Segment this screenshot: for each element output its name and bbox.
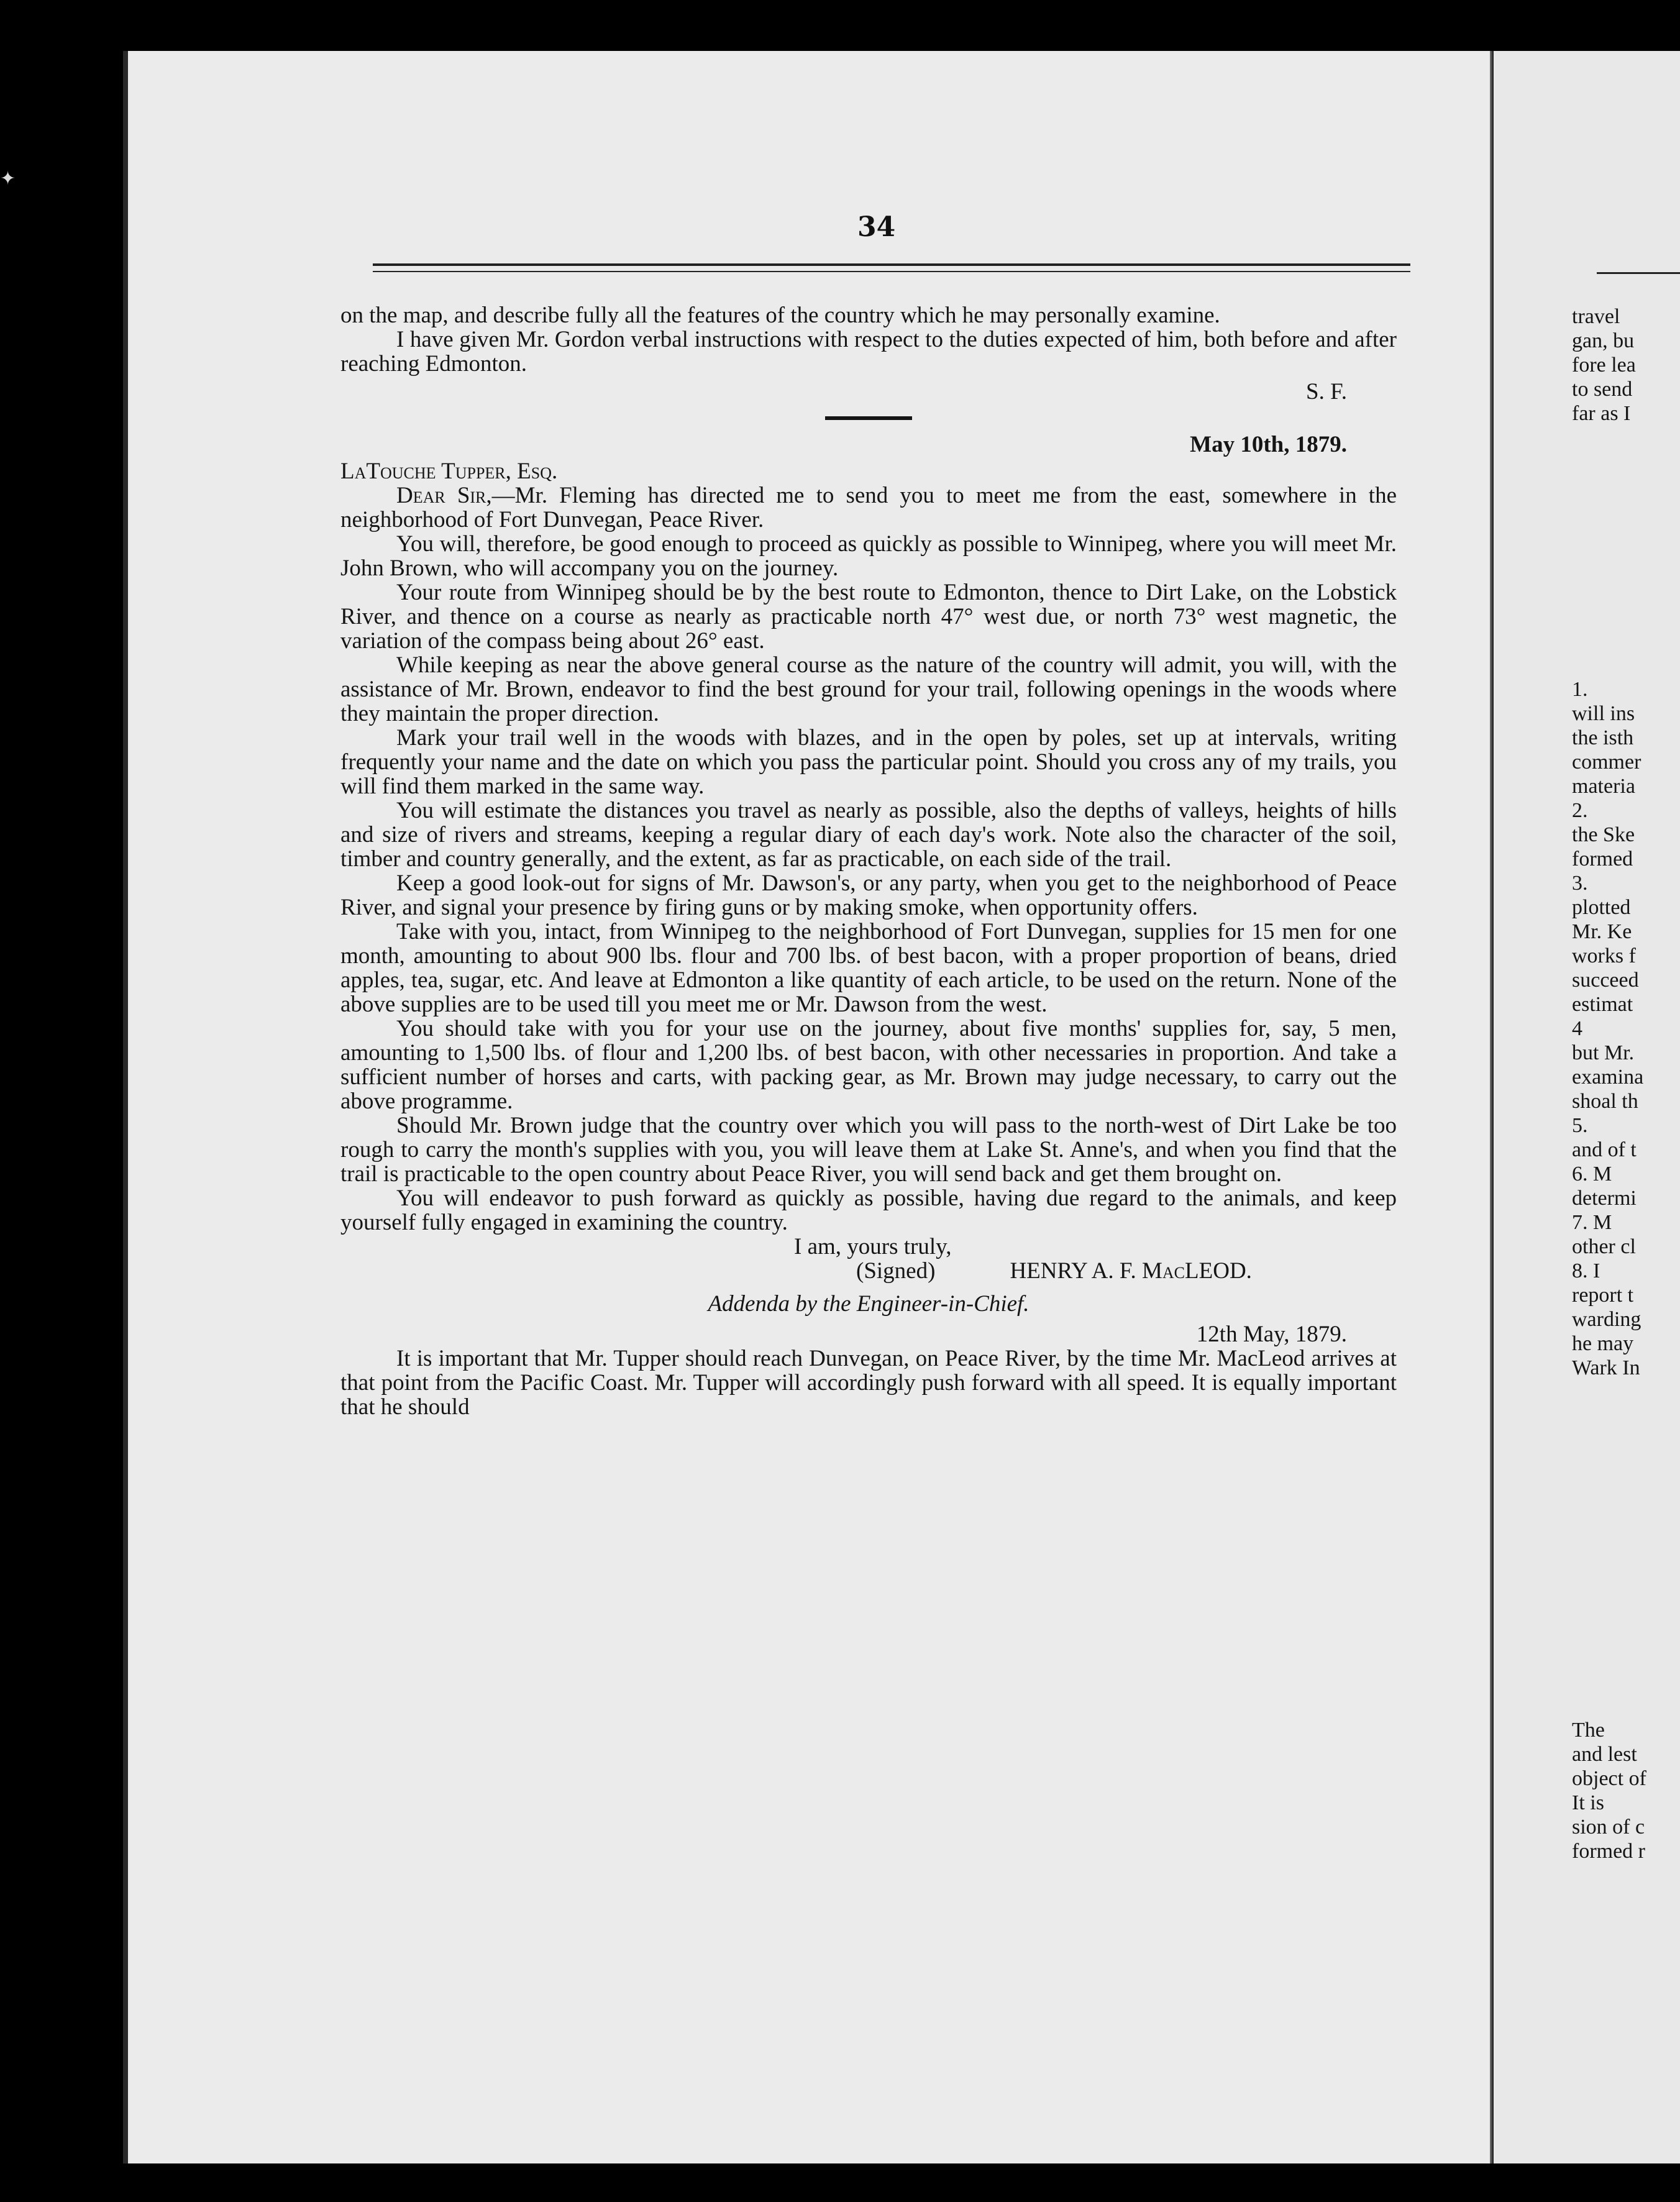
- letter-paragraph-2: You will, therefore, be good enough to proceed as quickly as possible to Winnipeg, where you will meet Mr. John Brown, who will accompany you on the journey.: [340, 531, 1397, 581]
- right-page-line: commer: [1572, 751, 1641, 774]
- letter-paragraph-11: You will endeavor to push forward as quickly as possible, having due regard to the animals, and keep yourself fully engaged in examining the country.: [340, 1186, 1397, 1235]
- letter-body: [340, 303, 1397, 1419]
- right-page-line: and of t: [1572, 1138, 1637, 1161]
- section-separator: [825, 416, 912, 420]
- right-page-top-fragments: [1572, 304, 1680, 426]
- right-page-line: he may: [1572, 1332, 1634, 1355]
- addenda-paragraph: It is important that Mr. Tupper should reach Dunvegan, on Peace River, by the time Mr. MacLeod arrives at that point from the Pacific Coast. Mr. Tupper will accordingly push forward with all speed. It is equally important that he should: [340, 1346, 1397, 1420]
- letter-date: May 10th, 1879.: [1190, 432, 1347, 457]
- letter-paragraph-1-text: —Mr. Fleming has directed me to send you to meet me from the east, somewhere in the neighborhood of Fort Dunvegan, Peace River.: [340, 483, 1397, 532]
- right-page-bottom-fragments: [1572, 1718, 1680, 1863]
- right-page-line: formed r: [1572, 1840, 1646, 1863]
- signed-label: (Signed): [856, 1258, 936, 1284]
- right-page-line: and lest: [1572, 1743, 1637, 1766]
- letter-paragraph-9: You should take with you for your use on the journey, about five months' supplies for, say, 5 men, amounting to 1,500 lbs. of flour and 1,200 lbs. of best bacon, with other necessaries in proportion. And take a sufficient number of horses and carts, with packing gear, as Mr. Brown may judge necessary, to carry out the above programme.: [340, 1016, 1397, 1114]
- right-page-line: 4: [1572, 1017, 1582, 1040]
- right-page-line: plotted: [1572, 896, 1631, 919]
- letter-paragraph-8: Take with you, intact, from Winnipeg to the neighborhood of Fort Dunvegan, supplies for 15 men for one month, amounting to about 900 lbs. flour and 700 lbs. of best bacon, with a proper proportion of beans, dried apples, tea, sugar, etc. And leave at Edmonton a like quantity of each article, to be used on the return. None of the above supplies are to be used till you meet me or Mr. Dawson from the west.: [340, 919, 1397, 1017]
- header-rule: [373, 263, 1410, 266]
- right-page-line: will ins: [1572, 702, 1635, 725]
- right-page-line: object of: [1572, 1767, 1646, 1790]
- right-page-line: gan, bu: [1572, 329, 1635, 352]
- right-page-line: examina: [1572, 1066, 1644, 1089]
- right-page-line: 3.: [1572, 872, 1588, 895]
- letter-paragraph-3: Your route from Winnipeg should be by the best route to Edmonton, thence to Dirt Lake, on the Lobstick River, and thence on a course as nearly as practicable north 47° west due, or north 73° west magnetic, the variation of the compass being about 26° east.: [340, 580, 1397, 654]
- right-page-line: It is: [1572, 1791, 1604, 1814]
- salutation: Dear Sir,: [396, 483, 492, 508]
- right-page-middle-fragments: [1572, 677, 1680, 1380]
- right-page-line: sion of c: [1572, 1816, 1645, 1839]
- right-page-line: materia: [1572, 775, 1635, 798]
- letter-closing: I am, yours truly,: [794, 1234, 952, 1259]
- right-page-line: The: [1572, 1719, 1605, 1742]
- right-page-line: 7. M: [1572, 1211, 1612, 1234]
- right-page-line: estimat: [1572, 993, 1633, 1016]
- signature-line: [340, 1259, 1397, 1283]
- right-page-line: other cl: [1572, 1235, 1636, 1258]
- right-page-line: but Mr.: [1572, 1041, 1635, 1064]
- right-page-line: 5.: [1572, 1114, 1588, 1137]
- letter-paragraph-5: Mark your trail well in the woods with blazes, and in the open by poles, set up at intervals, writing frequently your name and the date on which you pass the particular point. Should you cross any of my trails, you will find them marked in the same way.: [340, 725, 1397, 799]
- right-page-line: the Ske: [1572, 823, 1635, 846]
- initials: S. F.: [1306, 379, 1347, 404]
- right-page-rule: [1597, 272, 1680, 274]
- right-page-line: report t: [1572, 1284, 1634, 1307]
- letter-paragraph-4: While keeping as near the above general course as the nature of the country will admit, you will, with the assistance of Mr. Brown, endeavor to find the best ground for your trail, following openings in the woods where they maintain the proper direction.: [340, 652, 1397, 726]
- addenda-date: 12th May, 1879.: [1196, 1322, 1347, 1347]
- right-page-line: shoal th: [1572, 1090, 1638, 1113]
- letter-paragraph-10: Should Mr. Brown judge that the country over which you will pass to the north-west of Dirt Lake be too rough to carry the month's supplies with you, you will leave them at Lake St. Anne's, and when you find that the trail is practicable to the open country about Peace River, you will send back and get them brought on.: [340, 1113, 1397, 1187]
- page-edge-mark: ✦: [0, 168, 16, 190]
- page-number: 34: [857, 211, 896, 243]
- addenda-heading: Addenda by the Engineer-in-Chief.: [708, 1291, 1029, 1317]
- right-page-line: to send: [1572, 378, 1633, 401]
- right-page-line: succeed: [1572, 969, 1639, 992]
- right-page-line: Wark In: [1572, 1356, 1640, 1379]
- addressee: LaTouche Tupper, Esq.: [340, 459, 558, 484]
- right-page-line: formed: [1572, 847, 1633, 870]
- signature: HENRY A. F. MacLEOD.: [1010, 1258, 1252, 1284]
- letter-paragraph-6: You will estimate the distances you travel as nearly as possible, also the depths of valleys, heights of hills and size of rivers and streams, keeping a regular diary of each day's work. Note also the character of the soil, timber and country generally, and the extent, as far as practicable, on each side of the trail.: [340, 798, 1397, 872]
- right-page-line: fore lea: [1572, 354, 1636, 377]
- letter-paragraph-1: [340, 483, 1397, 532]
- right-page-line: the isth: [1572, 726, 1634, 749]
- right-page-line: warding: [1572, 1308, 1641, 1331]
- right-page-line: 8. I: [1572, 1259, 1600, 1282]
- right-page-line: determi: [1572, 1187, 1637, 1210]
- right-page-line: 2.: [1572, 799, 1588, 822]
- right-page-line: 1.: [1572, 678, 1588, 701]
- right-page-line: works f: [1572, 944, 1636, 967]
- right-page-line: far as I: [1572, 402, 1631, 425]
- gordon-paragraph: I have given Mr. Gordon verbal instructions with respect to the duties expected of him, both before and after reaching Edmonton.: [340, 327, 1397, 377]
- right-page-line: Mr. Ke: [1572, 920, 1632, 943]
- right-page-line: 6. M: [1572, 1163, 1612, 1186]
- letter-paragraph-7: Keep a good look-out for signs of Mr. Dawson's, or any party, when you get to the neighborhood of Peace River, and signal your presence by firing guns or by making smoke, when opportunity offers.: [340, 870, 1397, 920]
- right-page-line: travel: [1572, 305, 1620, 328]
- header-rule-thin: [373, 271, 1410, 272]
- continuation-paragraph: on the map, and describe fully all the features of the country which he may personally examine.: [340, 303, 1220, 328]
